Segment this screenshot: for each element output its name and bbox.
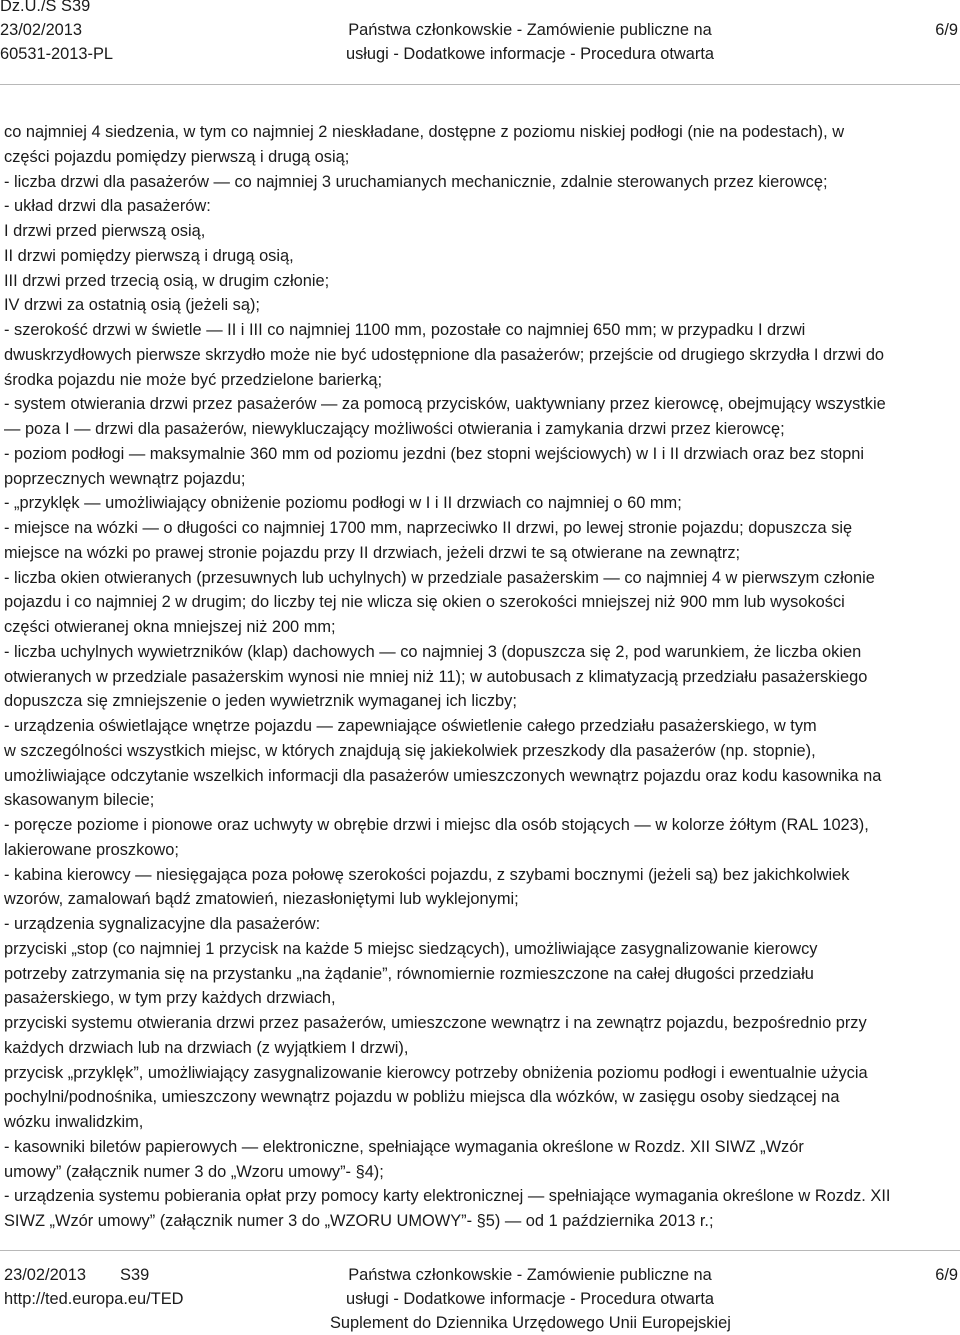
- text-line: lakierowane proszkowo;: [4, 840, 179, 859]
- footer-date-issue: [4, 1263, 184, 1287]
- text-line: co najmniej 4 siedzenia, w tym co najmniej 2 nieskładane, dostępne z poziomu niskiej podłogi (nie na podestach), w: [4, 123, 845, 141]
- text-line: potrzeby zatrzymania się na przystanku „na żądanie”, równomiernie rozmieszczone na całej długości przedziału: [4, 964, 814, 983]
- text-line: pojazdu i co najmniej 2 w drugim; do liczby tej nie wlicza się okien o szerokości mniejszej niż 900 mm lub wysokości: [4, 593, 845, 612]
- text-line: pasażerskiego, w tym przy każdych drzwiach,: [4, 989, 336, 1008]
- text-line: SIWZ „Wzór umowy” (załącznik numer 3 do „WZORU UMOWY”- §5) — od 1 października 2013 r.;: [4, 1212, 714, 1230]
- header-divider: [0, 84, 960, 85]
- text-line: poprzecznych wewnątrz pojazdu;: [4, 469, 246, 488]
- text-line: - kabina kierowcy — niesięgająca poza połowę szerokości pojazdu, z szybami bocznymi (jeżeli są) bez jakichkolwiek: [4, 865, 850, 884]
- text-line: - kasowniki biletów papierowych — elektroniczne, spełniające wymagania określone w Rozdz. XII SIWZ „Wzór: [4, 1137, 804, 1156]
- text-line: - poręcze poziome i pionowe oraz uchwyty w obrębie drzwi i miejsc dla osób stojących — w kolorze żółtym (RAL 1023),: [4, 816, 869, 834]
- text-line: środka pojazdu nie może być przedzielone barierką;: [4, 370, 383, 389]
- footer-title-line-1: Państwa członkowskie - Zamówienie publiczne na: [348, 1266, 712, 1284]
- text-line: III drzwi przed trzecią osią, w drugim członie;: [4, 271, 330, 290]
- text-line: — poza I — drzwi dla pasażerów, niewykluczający możliwości otwierania i zamykania drzwi przez kierowcę;: [4, 420, 785, 438]
- text-line: - szerokość drzwi w świetle — II i III co najmniej 1100 mm, pozostałe co najmniej 650 mm; w przypadku I drzwi: [4, 321, 806, 339]
- text-line: w szczególności wszystkich miejsc, w których znajdują się jakiekolwiek przeszkody dla pasażerów (np. stopnie),: [4, 741, 816, 760]
- footer-reference: [4, 1263, 184, 1311]
- text-line: - liczba uchylnych wywietrzników (klap) dachowych — co najmniej 3 (dopuszcza się 2, pod warunkiem, że liczba okien: [4, 642, 862, 661]
- header-reference: [0, 0, 113, 66]
- text-line: - liczba drzwi dla pasażerów — co najmniej 3 uruchamianych mechanicznie, zdalnie sterowanych przez kierowcę;: [4, 172, 828, 191]
- text-line: dopuszcza się zmniejszenie o jeden wywietrznik wymaganej ich liczby;: [4, 692, 517, 711]
- footer-page-number: 6/9: [935, 1266, 958, 1284]
- text-line: - „przyklęk — umożliwiający obniżenie poziomu podłogi w I i II drzwiach co najmniej o 60 mm;: [4, 494, 682, 513]
- text-line: przyciski systemu otwierania drzwi przez pasażerów, umieszczone wewnątrz i na zewnątrz pojazdu, bezpośrednio przy: [4, 1014, 867, 1032]
- text-line: każdych drzwiach lub na drzwiach (z wyjątkiem I drzwi),: [4, 1038, 409, 1057]
- footer-supplement: Suplement do Dziennika Urzędowego Unii Europejskiej: [330, 1314, 731, 1332]
- text-line: I drzwi przed pierwszą osią,: [4, 222, 206, 240]
- text-line: - system otwierania drzwi przez pasażerów — za pomocą przycisków, uaktywniany przez kierowcę, obejmujący wszystkie: [4, 395, 886, 414]
- text-line: - liczba okien otwieranych (przesuwnych lub uchylnych) w przedziale pasażerskim — co najmniej 4 w pierwszym członie: [4, 568, 875, 587]
- text-line: dwuskrzydłowych pierwsze skrzydło może nie być udostępnione dla pasażerów; przejście od drugiego skrzydła I drzwi do: [4, 345, 885, 364]
- text-line: - urządzenia oświetlające wnętrze pojazdu — zapewniające oświetlenie całego przedziału pasażerskiego, w tym: [4, 717, 817, 735]
- publication-date: 23/02/2013: [0, 21, 83, 39]
- footer-title: [330, 1263, 730, 1335]
- text-line: IV drzwi za ostatnią osią (jeżeli są);: [4, 296, 260, 315]
- text-line: przyciski „stop (co najmniej 1 przycisk na każde 5 miejsc siedzących), umożliwiające zasygnalizowanie kierowcy: [4, 939, 818, 958]
- footer-url[interactable]: http://ted.europa.eu/TED: [4, 1290, 184, 1308]
- text-line: skasowanym bilecie;: [4, 791, 155, 810]
- header-title-line-1: Państwa członkowskie - Zamówienie publiczne na: [348, 21, 712, 39]
- journal-reference: Dz.U./S S39: [0, 0, 91, 15]
- header-page-number: 6/9: [935, 21, 958, 39]
- text-line: - urządzenia systemu pobierania opłat przy pomocy karty elektronicznej — spełniające wymagania określone w Rozdz. XII: [4, 1187, 891, 1206]
- header-title: [330, 18, 730, 66]
- text-line: przycisk „przyklęk”, umożliwiający zasygnalizowanie kierowcy potrzeby obniżenia poziomu podłogi i ewentualnie użycia: [4, 1063, 868, 1082]
- text-line: wzorów, zamalowań bądź zmatowień, niezasłoniętymi lub wyklejonymi;: [4, 890, 519, 909]
- footer-issue: S39: [120, 1266, 150, 1284]
- text-line: - układ drzwi dla pasażerów:: [4, 197, 211, 216]
- text-line: - urządzenia sygnalizacyjne dla pasażerów:: [4, 915, 321, 933]
- text-line: umowy” (załącznik numer 3 do „Wzoru umowy”- §4);: [4, 1162, 384, 1181]
- text-line: wózku inwalidzkim,: [4, 1113, 144, 1131]
- text-line: otwieranych w przedziale pasażerskim wynosi nie mniej niż 11); w autobusach z klimatyzacją przedziału pasażerskiego: [4, 667, 868, 686]
- text-line: umożliwiające odczytanie wszelkich informacji dla pasażerów umieszczonych wewnątrz pojazdu oraz kodu kasownika na: [4, 766, 882, 785]
- header-title-line-2: usługi - Dodatkowe informacje - Procedura otwarta: [345, 45, 715, 63]
- footer-divider: [0, 1250, 960, 1251]
- text-line: - miejsce na wózki — o długości co najmniej 1700 mm, naprzeciwko II drzwi, po lewej stronie pojazdu; dopuszcza się: [4, 519, 853, 537]
- document-body: [4, 120, 956, 1234]
- text-line: II drzwi pomiędzy pierwszą i drugą osią,: [4, 246, 294, 265]
- text-line: pochylni/podnośnika, umieszczony wewnątrz pojazdu w pobliżu miejsca dla wózków, w zasięgu osoby siedzącej na: [4, 1088, 840, 1107]
- text-line: części pojazdu pomiędzy pierwszą i drugą osią;: [4, 147, 350, 166]
- footer-date: 23/02/2013: [4, 1266, 87, 1284]
- text-line: części otwieranej okna mniejszej niż 200 mm;: [4, 618, 336, 636]
- notice-number: 60531-2013-PL: [0, 45, 114, 63]
- text-line: - poziom podłogi — maksymalnie 360 mm od poziomu jezdni (bez stopni wejściowych) w I i II drzwiach oraz bez stopni: [4, 444, 864, 463]
- text-line: miejsce na wózki po prawej stronie pojazdu przy II drzwiach, jeżeli drzwi te są otwierane na zewnątrz;: [4, 543, 741, 562]
- footer-title-line-2: usługi - Dodatkowe informacje - Procedura otwarta: [345, 1290, 715, 1308]
